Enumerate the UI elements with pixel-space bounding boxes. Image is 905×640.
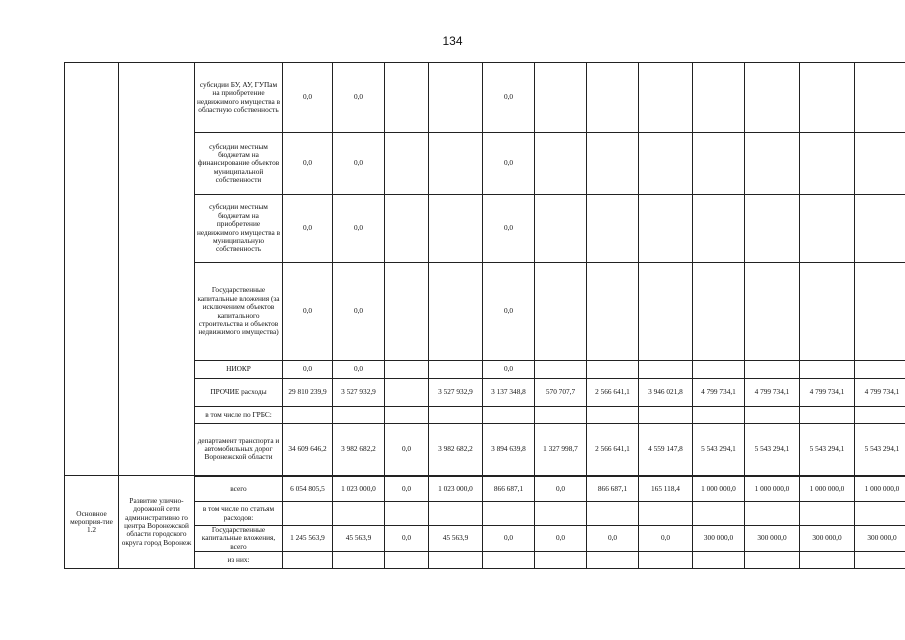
table-cell [745,361,800,379]
table-cell: 1 245 563,9 [283,526,333,552]
table-cell [639,263,693,361]
table-cell: 3 894 639,8 [483,424,535,476]
table-cell: 0,0 [333,133,385,195]
table-cell [587,63,639,133]
table-cell: 5 543 294,1 [855,424,905,476]
table-cell [429,552,483,569]
table-cell [693,63,745,133]
table-cell [483,407,535,424]
table-cell [535,195,587,263]
table-cell: 0,0 [483,63,535,133]
table-cell: 866 687,1 [587,476,639,502]
table-cell: 0,0 [283,361,333,379]
table-cell [535,407,587,424]
table-cell: 45 563,9 [333,526,385,552]
table-cell [385,195,429,263]
table-cell [855,133,905,195]
table-cell: 34 609 646,2 [283,424,333,476]
table-cell [385,133,429,195]
table-cell: 1 000 000,0 [800,476,855,502]
table-row [65,63,905,133]
table-cell [800,361,855,379]
table-cell [535,263,587,361]
table-cell [385,502,429,526]
table-cell: 3 137 348,8 [483,379,535,407]
table-cell [535,502,587,526]
table-cell [639,407,693,424]
table-cell [283,502,333,526]
table-cell: 3 946 021,8 [639,379,693,407]
table-cell [385,63,429,133]
measure-type: Основное мероприя-тие 1.2 [65,476,119,569]
table-cell: 0,0 [483,195,535,263]
table-cell [800,407,855,424]
table-cell: 866 687,1 [483,476,535,502]
table-cell [745,63,800,133]
table-cell: 300 000,0 [745,526,800,552]
table-cell: 0,0 [283,63,333,133]
table-cell [855,552,905,569]
table-cell [587,502,639,526]
table-cell [693,502,745,526]
table-cell: 0,0 [535,526,587,552]
table-cell: 1 000 000,0 [855,476,905,502]
table-cell: 4 799 734,1 [800,379,855,407]
row-label: в том числе по статьям расходов: [195,502,283,526]
table-cell [639,361,693,379]
table-cell: 0,0 [483,133,535,195]
table-cell [639,133,693,195]
table-cell: 0,0 [283,133,333,195]
table-cell [429,133,483,195]
row-label: из них: [195,552,283,569]
table-cell: 1 000 000,0 [745,476,800,502]
row-label: НИОКР [195,361,283,379]
table-cell [535,63,587,133]
table-cell [587,263,639,361]
row-label: Государственные капитальные вложения (за исключением объектов капитального строительства и объектов недвижимого имущества) [195,263,283,361]
table-cell [429,195,483,263]
row-label: субсидии местным бюджетам на финансирование объектов муниципальной собственности [195,133,283,195]
table-cell: 5 543 294,1 [745,424,800,476]
table-cell [333,552,385,569]
table-cell [483,502,535,526]
table-cell [800,133,855,195]
table-cell [639,502,693,526]
table-cell [429,361,483,379]
table-cell [333,502,385,526]
table-cell [587,361,639,379]
table-cell: 4 559 147,8 [639,424,693,476]
row-label: ПРОЧИЕ расходы [195,379,283,407]
table-cell: 570 707,7 [535,379,587,407]
table-cell [385,361,429,379]
table-cell [693,361,745,379]
table-cell: 0,0 [483,361,535,379]
table-cell: 0,0 [385,526,429,552]
table-cell [855,361,905,379]
table-cell: 1 023 000,0 [333,476,385,502]
table-cell [429,63,483,133]
row-label: всего [195,476,283,502]
table-cell [745,133,800,195]
table-cell [385,263,429,361]
table-cell: 5 543 294,1 [693,424,745,476]
table-cell: 4 799 734,1 [855,379,905,407]
table-cell: 0,0 [283,263,333,361]
table-cell [855,502,905,526]
table-cell [693,133,745,195]
table-cell [283,407,333,424]
table-cell [800,552,855,569]
table-cell: 45 563,9 [429,526,483,552]
table-cell [639,195,693,263]
table-cell [800,63,855,133]
table-row [65,476,905,502]
table-cell: 0,0 [333,361,385,379]
table-cell [855,263,905,361]
table-cell [429,502,483,526]
table-cell [587,407,639,424]
table-cell [587,552,639,569]
table-cell [800,502,855,526]
table-cell [745,552,800,569]
table-cell [385,407,429,424]
table-cell: 0,0 [385,424,429,476]
table-cell: 0,0 [333,63,385,133]
table-cell: 4 799 734,1 [693,379,745,407]
measure-name-cell-empty [119,63,195,476]
table-cell: 0,0 [639,526,693,552]
table-cell [745,195,800,263]
table-cell [745,407,800,424]
measure-type-cell-empty [65,63,119,476]
table-cell: 6 054 805,5 [283,476,333,502]
table-cell: 0,0 [587,526,639,552]
table-cell [855,195,905,263]
table-cell: 0,0 [483,263,535,361]
table-cell [333,407,385,424]
table-cell [535,361,587,379]
table-cell [385,552,429,569]
budget-table [64,62,905,569]
table-cell [693,552,745,569]
table-cell: 1 000 000,0 [693,476,745,502]
table-cell: 0,0 [283,195,333,263]
table-cell [535,552,587,569]
table-cell: 300 000,0 [855,526,905,552]
table-cell: 3 982 682,2 [333,424,385,476]
table-cell [693,407,745,424]
table-cell: 0,0 [483,526,535,552]
row-label: субсидии местным бюджетам на приобретение недвижимого имущества в муниципальную собственность [195,195,283,263]
table-cell: 0,0 [385,476,429,502]
table-cell [483,552,535,569]
table-cell: 4 799 734,1 [745,379,800,407]
table-cell [693,195,745,263]
table-cell [855,407,905,424]
measure-name: Развитие улично-дорожной сети административно го центра Воронежской области городского округа город Воронеж [119,476,195,569]
table-cell [639,63,693,133]
table-cell [745,263,800,361]
row-label: Государственные капитальные вложения, всего [195,526,283,552]
table-cell: 300 000,0 [693,526,745,552]
table-cell: 165 118,4 [639,476,693,502]
table-cell [800,195,855,263]
table-cell: 1 327 998,7 [535,424,587,476]
table-cell [385,379,429,407]
table-cell: 3 527 932,9 [333,379,385,407]
table-cell: 0,0 [333,263,385,361]
page-number: 134 [442,34,463,48]
row-label: департамент транспорта и автомобильных дорог Воронежской области [195,424,283,476]
table-cell [429,263,483,361]
table-cell [587,133,639,195]
table-cell [429,407,483,424]
table-cell [693,263,745,361]
table-cell: 2 566 641,1 [587,424,639,476]
table-cell: 3 982 682,2 [429,424,483,476]
table-cell: 1 023 000,0 [429,476,483,502]
table-cell: 0,0 [535,476,587,502]
table-cell [535,133,587,195]
table-cell [639,552,693,569]
table-cell: 0,0 [333,195,385,263]
table-cell: 5 543 294,1 [800,424,855,476]
table-cell: 29 810 239,9 [283,379,333,407]
table-cell: 300 000,0 [800,526,855,552]
table-cell [800,263,855,361]
table-cell [855,63,905,133]
row-label: в том числе по ГРБС: [195,407,283,424]
table-cell: 2 566 641,1 [587,379,639,407]
row-label: субсидии БУ, АУ, ГУПам на приобретение недвижимого имущества в областную собственность [195,63,283,133]
table-cell: 3 527 932,9 [429,379,483,407]
table-cell [745,502,800,526]
table-cell [587,195,639,263]
table-cell [283,552,333,569]
